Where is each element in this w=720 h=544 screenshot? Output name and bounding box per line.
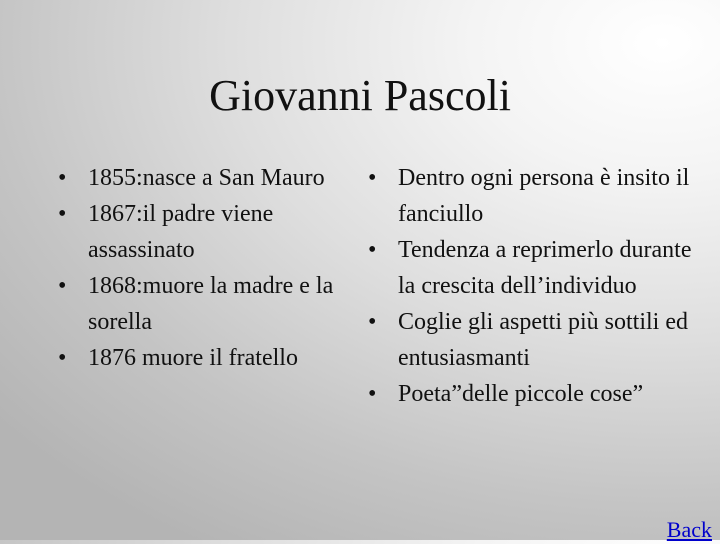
bullet-icon: • xyxy=(58,345,67,371)
bullet-text: 1867:il padre viene assassinato xyxy=(88,201,274,263)
bullet-icon: • xyxy=(368,381,377,407)
list-item xyxy=(366,376,700,412)
slide-title: Giovanni Pascoli xyxy=(209,71,511,120)
bullet-icon: • xyxy=(368,309,377,335)
list-item xyxy=(56,196,356,268)
bullet-text: Poeta”delle piccole cose” xyxy=(398,381,644,407)
bullet-text: 1876 muore il fratello xyxy=(88,345,298,371)
bullet-icon: • xyxy=(368,165,377,191)
list-item xyxy=(56,340,356,376)
bullet-text: Coglie gli aspetti più sottili ed entusiasmanti xyxy=(398,309,688,371)
list-item xyxy=(366,232,700,304)
left-bullet-list xyxy=(56,160,356,376)
bullet-text: 1868:muore la madre e la sorella xyxy=(88,273,334,335)
right-bullet-list xyxy=(366,160,700,412)
bullet-text: Tendenza a reprimerlo durante la crescita dell’individuo xyxy=(398,237,692,299)
bullet-text: Dentro ogni persona è insito il fanciullo xyxy=(398,165,690,227)
list-item xyxy=(366,304,700,376)
bullet-text: 1855:nasce a San Mauro xyxy=(88,165,325,191)
list-item xyxy=(56,268,356,340)
back-link[interactable]: Back xyxy=(666,517,712,542)
bullet-icon: • xyxy=(58,165,67,191)
list-item xyxy=(56,160,356,196)
bullet-icon: • xyxy=(58,201,67,227)
list-item xyxy=(366,160,700,232)
bullet-icon: • xyxy=(368,237,377,263)
bullet-icon: • xyxy=(58,273,67,299)
